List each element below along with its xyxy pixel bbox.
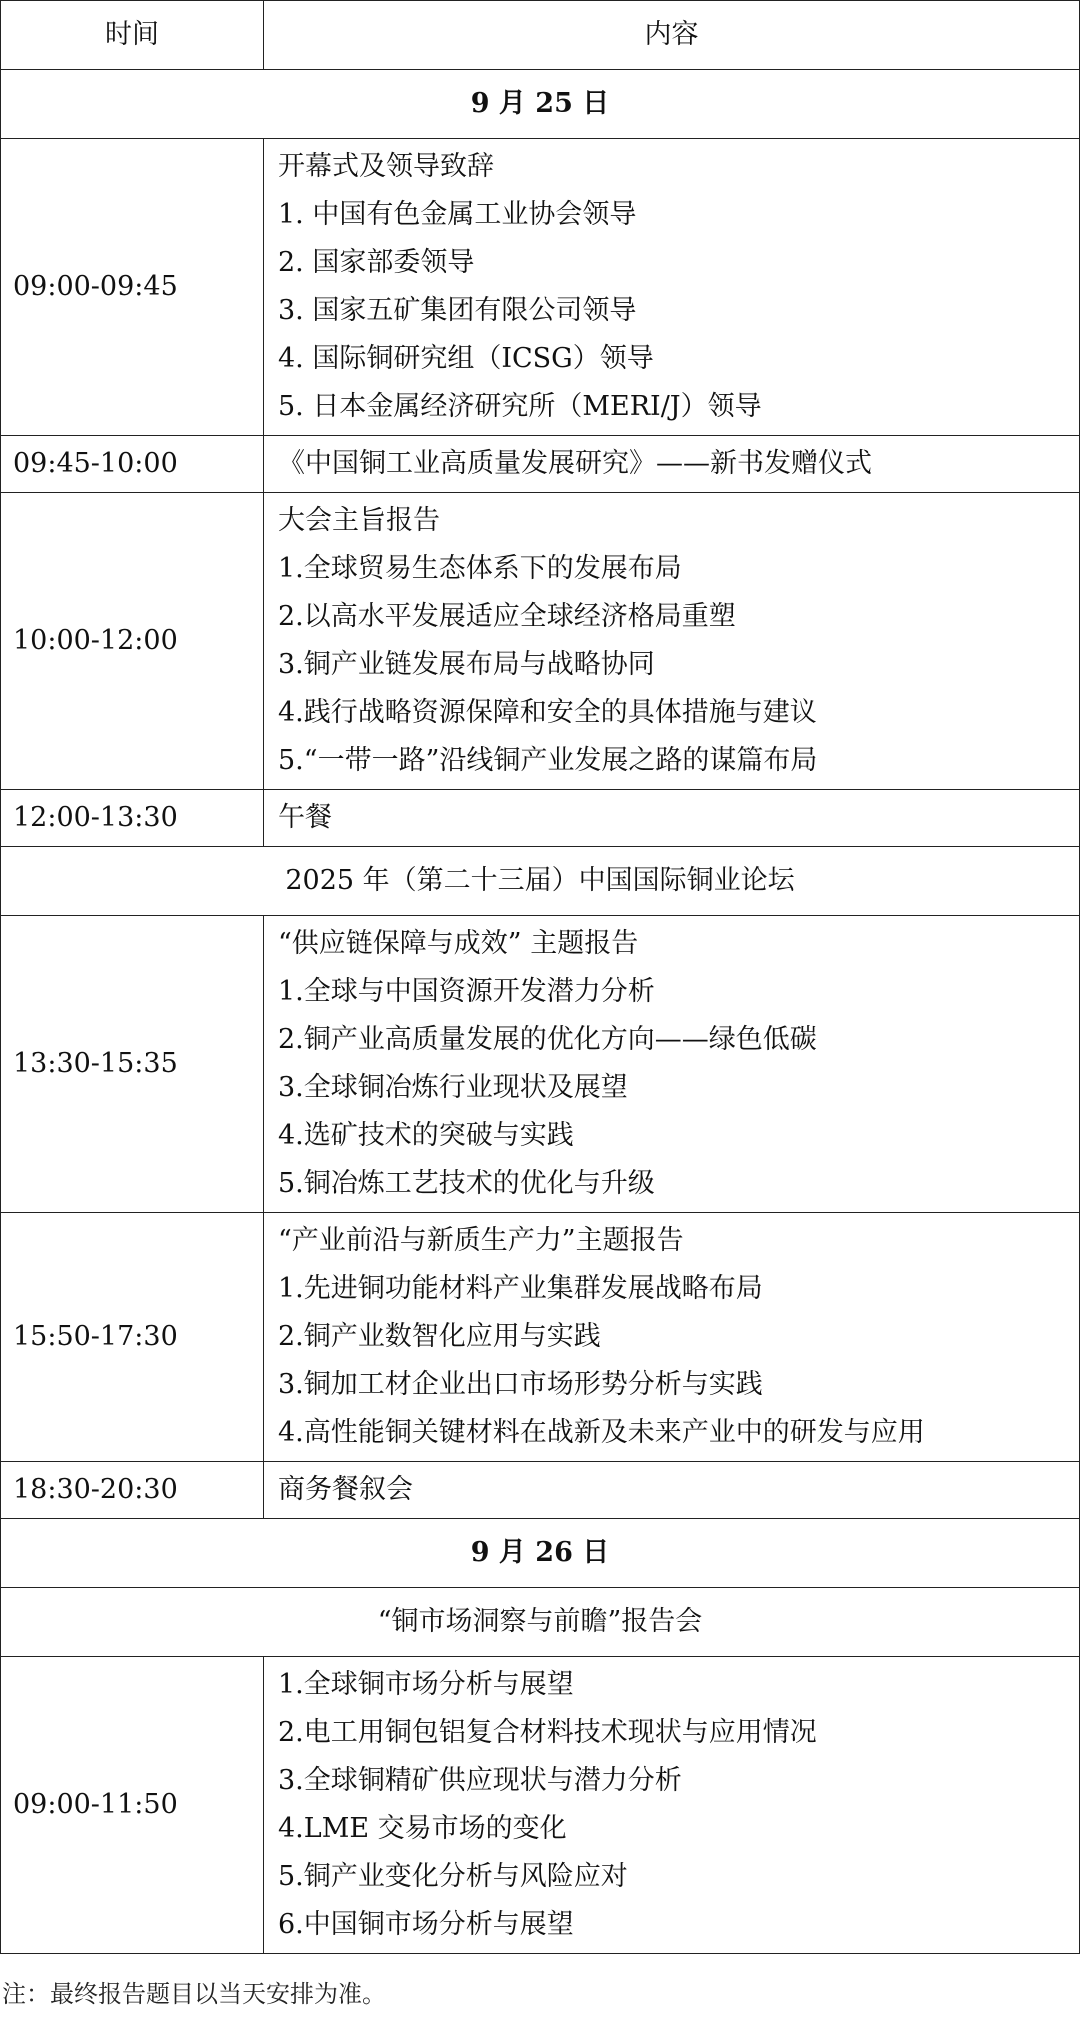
table-row [1, 1462, 1080, 1519]
header-time: 时间 [1, 1, 264, 70]
agenda-item: 1.先进铜功能材料产业集群发展战略布局 [278, 1273, 763, 1304]
table-row [1, 436, 1080, 493]
time-cell: 09:45-10:00 [1, 436, 264, 493]
agenda-item: 1. 中国有色金属工业协会领导 [278, 199, 637, 230]
agenda-item: 4. 国际铜研究组（ICSG）领导 [278, 343, 654, 374]
table-row [1, 916, 1080, 1213]
content-cell [264, 493, 1080, 790]
agenda-item: 2.以高水平发展适应全球经济格局重塑 [278, 601, 736, 632]
content-cell [264, 1657, 1080, 1954]
section-heading: “铜市场洞察与前瞻”报告会 [1, 1588, 1080, 1657]
agenda-item: 午餐 [278, 802, 332, 833]
agenda-item: 4.选矿技术的突破与实践 [278, 1120, 574, 1151]
agenda-item: 3.铜加工材企业出口市场形势分析与实践 [278, 1369, 763, 1400]
header-content: 内容 [264, 1, 1080, 70]
agenda-item: 3.全球铜精矿供应现状与潜力分析 [278, 1765, 682, 1796]
session-title: “供应链保障与成效” 主题报告 [278, 928, 639, 959]
agenda-item: 《中国铜工业高质量发展研究》——新书发赠仪式 [278, 448, 872, 479]
time-cell: 12:00-13:30 [1, 790, 264, 847]
date-heading: 9 月 25 日 [1, 70, 1080, 139]
agenda-item: 5.“一带一路”沿线铜产业发展之路的谋篇布局 [278, 745, 818, 776]
agenda-item: 3.铜产业链发展布局与战略协同 [278, 649, 655, 680]
agenda-item: 5. 日本金属经济研究所（MERI/J）领导 [278, 391, 762, 422]
agenda-item: 3. 国家五矿集团有限公司领导 [278, 295, 637, 326]
section-title-row [1, 70, 1080, 139]
table-row [1, 1657, 1080, 1954]
session-title: 开幕式及领导致辞 [278, 151, 494, 182]
agenda-item: 3.全球铜冶炼行业现状及展望 [278, 1072, 628, 1103]
time-cell: 09:00-09:45 [1, 139, 264, 436]
table-header-row [1, 1, 1080, 70]
section-title-row [1, 1519, 1080, 1588]
content-cell [264, 436, 1080, 493]
agenda-item: 2.电工用铜包铝复合材料技术现状与应用情况 [278, 1717, 817, 1748]
agenda-item: 1.全球贸易生态体系下的发展布局 [278, 553, 682, 584]
time-cell: 09:00-11:50 [1, 1657, 264, 1954]
agenda-item: 6.中国铜市场分析与展望 [278, 1909, 574, 1940]
session-title: “产业前沿与新质生产力”主题报告 [278, 1225, 684, 1256]
content-cell [264, 790, 1080, 847]
content-cell [264, 1462, 1080, 1519]
agenda-item: 2. 国家部委领导 [278, 247, 475, 278]
agenda-item: 1.全球铜市场分析与展望 [278, 1669, 574, 1700]
date-heading: 9 月 26 日 [1, 1519, 1080, 1588]
time-cell: 18:30-20:30 [1, 1462, 264, 1519]
table-row [1, 493, 1080, 790]
session-title: 大会主旨报告 [278, 505, 440, 536]
agenda-item: 商务餐叙会 [278, 1474, 413, 1505]
footnote: 注：最终报告题目以当天安排为准。 [2, 1980, 386, 2008]
content-cell [264, 1213, 1080, 1462]
agenda-item: 5.铜产业变化分析与风险应对 [278, 1861, 628, 1892]
time-cell: 13:30-15:35 [1, 916, 264, 1213]
agenda-item: 4.高性能铜关键材料在战新及未来产业中的研发与应用 [278, 1417, 925, 1448]
section-title-row [1, 1588, 1080, 1657]
agenda-item: 4.LME 交易市场的变化 [278, 1813, 567, 1844]
time-cell: 15:50-17:30 [1, 1213, 264, 1462]
agenda-item: 4.践行战略资源保障和安全的具体措施与建议 [278, 697, 817, 728]
agenda-item: 2.铜产业数智化应用与实践 [278, 1321, 601, 1352]
section-heading: 2025 年（第二十三届）中国国际铜业论坛 [1, 847, 1080, 916]
content-cell [264, 139, 1080, 436]
table-row [1, 790, 1080, 847]
content-cell [264, 916, 1080, 1213]
table-row [1, 139, 1080, 436]
agenda-item: 1.全球与中国资源开发潜力分析 [278, 976, 655, 1007]
section-title-row [1, 847, 1080, 916]
agenda-item: 2.铜产业高质量发展的优化方向——绿色低碳 [278, 1024, 817, 1055]
agenda-item: 5.铜冶炼工艺技术的优化与升级 [278, 1168, 655, 1199]
table-row [1, 1213, 1080, 1462]
time-cell: 10:00-12:00 [1, 493, 264, 790]
